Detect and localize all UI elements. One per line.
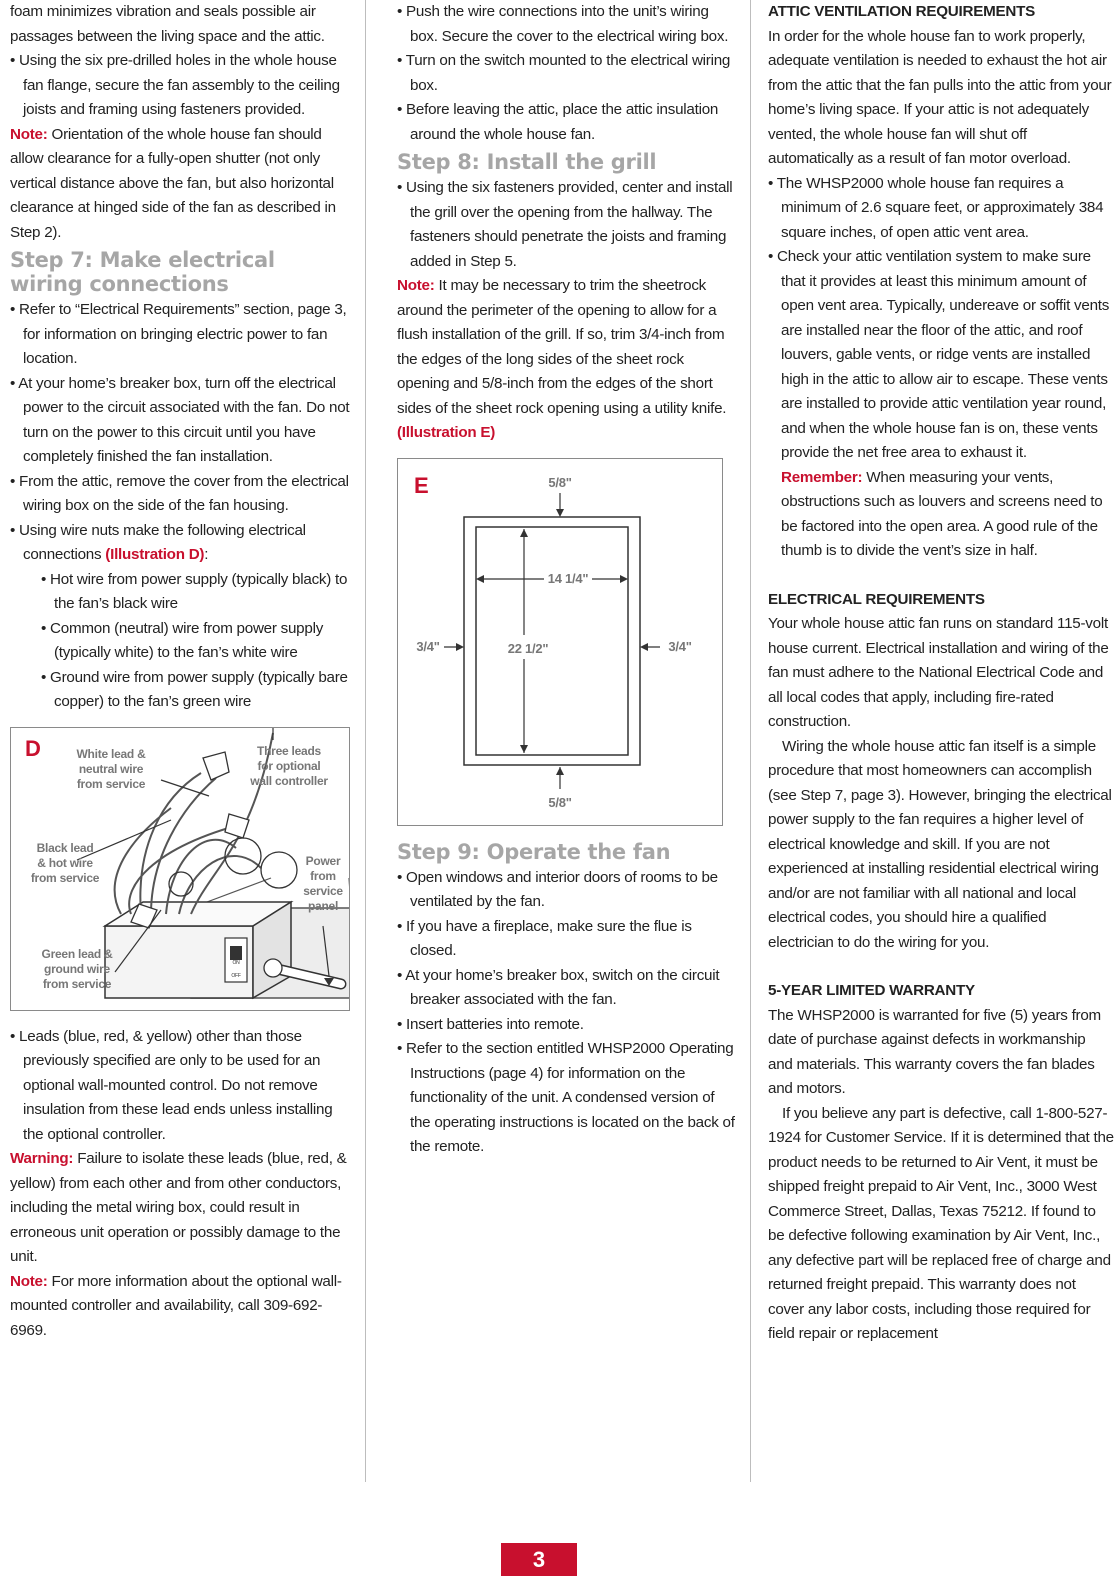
section-heading-electrical: ELECTRICAL REQUIREMENTS — [768, 590, 985, 608]
section-heading-ventilation: ATTIC VENTILATION REQUIREMENTS — [768, 3, 1035, 20]
remember-label: Remember: — [781, 468, 863, 486]
bullet-item: • Leads (blue, red, & yellow) other than those previously specified are only to be used for an optional wall-mounted control. Do not remove insulation from these lead ends unless installing the optional controller. — [10, 1025, 350, 1148]
note — [397, 274, 735, 446]
label-power-3: service — [303, 883, 343, 898]
bullet-item: • At your home’s breaker box, switch on the circuit breaker associated with the fan. — [397, 964, 735, 1013]
label-three-leads-3: wall controller — [250, 773, 328, 788]
dim-right: 3/4" — [668, 638, 692, 654]
conduit-connector — [264, 959, 282, 977]
dim-width: 14 1/4" — [547, 570, 589, 586]
right-arrowhead — [640, 643, 648, 651]
column-divider-2 — [750, 0, 751, 1482]
punctuation: : — [204, 546, 209, 563]
wire-nut — [225, 814, 249, 838]
label-power-2: from — [310, 868, 336, 883]
label-white-lead-2: neutral wire — [78, 761, 144, 776]
bullet-item: • Using the six fasteners provided, center and install the grill over the opening from the hallway. The fasteners should penetrate the joists and framing added in Step 5. — [397, 176, 735, 274]
bullet-item: • Before leaving the attic, place the attic insulation around the whole house fan. — [397, 98, 735, 147]
illustration-d — [10, 727, 350, 1011]
bullet-item: • Open windows and interior doors of rooms to be ventilated by the fan. — [397, 866, 735, 915]
left-arrowhead — [456, 643, 464, 651]
paragraph: If you believe any part is defective, call 1-800-527-1924 for Customer Service. If it is determined that the product needs to be returned to Air Vent, it must be shipped freight prepaid to Air Vent, Inc., 3000 West Commerce Street, Dallas, Texas 75212. If found to be defective following examination by Air Vent, Inc., any defective part will be replaced free of charge and returned freight prepaid. This warranty does not cover any labor costs, including those required for field repair or replacement — [768, 1104, 1114, 1342]
outer-opening — [464, 517, 640, 765]
bullet-item: • Check your attic ventilation system to make sure that it provides at least this minimum amount of open vent area. Typically, undereave or soffit vents are installed near the floor of the attic, and roof louvers, gable vents, or ridge vents are installed high in the attic to allow air to escape. These vents are installed to provide attic ventilation year round, and when the whole house fan is on, these vents provide the net free area to exhaust it. — [768, 245, 1114, 466]
bullet-item: • Push the wire connections into the unit’s wiring box. Secure the cover to the electrical wiring box. — [397, 0, 735, 49]
illustration-e-ref: (Illustration E) — [397, 424, 496, 441]
paragraph: The WHSP2000 is warranted for five (5) years from date of purchase against defects in workmanship and materials. This warranty covers the fan blades and motors. — [768, 1006, 1101, 1097]
height-arrowhead-bottom — [520, 745, 528, 753]
bullet-item: • The WHSP2000 whole house fan requires a minimum of 2.6 square feet, or approximately 384 square inches, of open attic vent area. — [768, 172, 1114, 246]
note — [10, 1270, 350, 1344]
note-text: For more information about the optional wall-mounted controller and availability, call 309-692-6969. — [10, 1272, 342, 1339]
sub-bullet-item: • Hot wire from power supply (typically black) to the fan’s black wire — [10, 568, 350, 617]
leader-white-lead — [161, 780, 209, 796]
label-black-lead-2: & hot wire — [37, 855, 93, 870]
bullet-item: • If you have a fireplace, make sure the flue is closed. — [397, 915, 735, 964]
warning-text: Failure to isolate these leads (blue, red, & yellow) from each other and from other conductors, including the metal wiring box, could result in erroneous unit operation or possibly damage to the unit. — [10, 1150, 347, 1265]
warning — [10, 1147, 350, 1270]
sub-bullet-item: • Ground wire from power supply (typically bare copper) to the fan’s green wire — [10, 666, 350, 715]
section-heading-warranty: 5-YEAR LIMITED WARRANTY — [768, 982, 975, 999]
label-black-lead-3: from service — [30, 870, 100, 885]
note-label: Note: — [10, 125, 48, 143]
bullet-item: • Using the six pre-drilled holes in the whole house fan flange, secure the fan assembly to the ceiling joists and framing using fasteners provided. — [10, 49, 350, 123]
switch-off-label: OFF — [231, 972, 241, 979]
paragraph: In order for the whole house fan to work properly, adequate ventilation is needed to exhaust the hot air from the attic that the fan pulls into the attic from your home’s living space. If your attic is not adequately vented, the whole house fan will shut off automatically as a result of fan motor overload. — [768, 27, 1112, 167]
bottom-arrowhead — [556, 767, 564, 775]
switch-on-label: ON — [232, 959, 240, 966]
warning-label: Warning: — [10, 1150, 74, 1167]
label-white-lead-3: from service — [76, 776, 146, 791]
bullet-item: • From the attic, remove the cover from the electrical wiring box on the side of the fan housing. — [10, 470, 350, 519]
label-three-leads-1: Three leads — [257, 743, 321, 758]
column-2 — [397, 0, 735, 1160]
note-label: Note: — [397, 277, 435, 294]
label-black-lead-1: Black lead — [36, 840, 94, 855]
bullet-item: • Refer to “Electrical Requirements” section, page 3, for information on bringing electric power to fan location. — [10, 298, 350, 372]
bullet-item: • Refer to the section entitled WHSP2000 Operating Instructions (page 4) for information on the functionality of the unit. A condensed version of the operating instructions is located on the back of the remote. — [397, 1037, 735, 1160]
note-text: It may be necessary to trim the sheetrock around the perimeter of the opening to allow for a flush installation of the grill. If so, trim 3/4-inch from the edges of the long sides of the sheet rock opening and 5/8-inch from the edges of the short sides of the sheet rock opening using a utility knife. — [397, 277, 727, 417]
paragraph: Your whole house attic fan runs on standard 115-volt house current. Electrical installation and wiring of the fan must adhere to the National Electrical Code and all local codes that apply, including fire-rated construction. — [768, 615, 1109, 730]
note-label: Note: — [10, 1272, 48, 1290]
sub-bullet-item: • Common (neutral) wire from power supply (typically white) to the fan’s white wire — [10, 617, 350, 666]
label-green-lead-3: from service — [42, 976, 112, 991]
wire — [129, 823, 246, 914]
note — [10, 123, 350, 246]
wire-nut — [203, 752, 229, 780]
paragraph: foam minimizes vibration and seals possible air passages between the living space and the attic. — [10, 3, 325, 45]
note-text: Orientation of the whole house fan should allow clearance for a fully-open shutter (not only vertical distance above the fan, but also horizontal clearance at hinged side of the fan as described in Step 2). — [10, 125, 336, 241]
dim-left: 3/4" — [416, 638, 440, 654]
dim-bottom: 5/8" — [548, 794, 572, 810]
remember-note — [768, 466, 1114, 564]
label-green-lead-2: ground wire — [44, 961, 110, 976]
label-green-lead-1: Green lead & — [41, 946, 113, 961]
bullet-item: • At your home’s breaker box, turn off the electrical power to the circuit associated with the fan. Do not turn on the power to this circuit until you have completely finished the fan installation. — [10, 372, 350, 470]
paragraph: Wiring the whole house attic fan itself is a simple procedure that most homeowners can accomplish (see Step 7, page 3). However, bringing the electrical power supply to the fan requires a higher level of electrical knowledge and skill. If you are not experienced at installing residential electrical wiring and/or are not familiar with all national and local electrical codes, you should hire a qualified electrician to do the wiring for you. — [768, 737, 1112, 951]
column-divider-1 — [365, 0, 366, 1482]
illustration-e — [397, 458, 723, 826]
label-power-1: Power — [305, 853, 341, 868]
width-arrowhead-right — [620, 575, 628, 583]
dim-top: 5/8" — [548, 474, 572, 490]
bullet-text: Using wire nuts make the following electrical connections — [19, 521, 306, 563]
top-arrowhead — [556, 509, 564, 517]
wire — [140, 773, 201, 914]
width-arrowhead-left — [476, 575, 484, 583]
step-9-heading: Step 9: Operate the fan — [397, 839, 671, 864]
inner-grill — [476, 527, 628, 755]
step-7-heading: Step 7: Make electrical wiring connections — [10, 248, 275, 296]
remember-text: When measuring your vents, obstructions such as louvers and screens need to be factored into the open area. A good rule of the thumb is to divide the vent’s size in half. — [781, 468, 1103, 559]
label-power-4: panel — [307, 898, 339, 913]
height-arrowhead-top — [520, 529, 528, 537]
figure-letter: E — [414, 472, 429, 498]
illustration-d-ref: (Illustration D) — [105, 546, 205, 563]
page-number-badge: 3 — [501, 1543, 577, 1576]
bullet-item: • Turn on the switch mounted to the electrical wiring box. — [397, 49, 735, 98]
bullet-item: • Insert batteries into remote. — [397, 1013, 735, 1038]
column-3 — [768, 0, 1114, 1347]
optional-lead-circle — [261, 852, 297, 888]
step-8-heading: Step 8: Install the grill — [397, 150, 657, 174]
label-white-lead-1: White lead & — [76, 746, 146, 761]
figure-letter: D — [25, 735, 41, 761]
switch-toggle — [230, 946, 242, 960]
bullet-item — [10, 519, 350, 568]
column-1 — [10, 0, 350, 1343]
grill-opening-diagram — [398, 459, 722, 825]
label-three-leads-2: for optional — [257, 758, 321, 773]
wiring-drawing — [11, 728, 349, 1010]
dim-height: 22 1/2" — [507, 640, 549, 656]
